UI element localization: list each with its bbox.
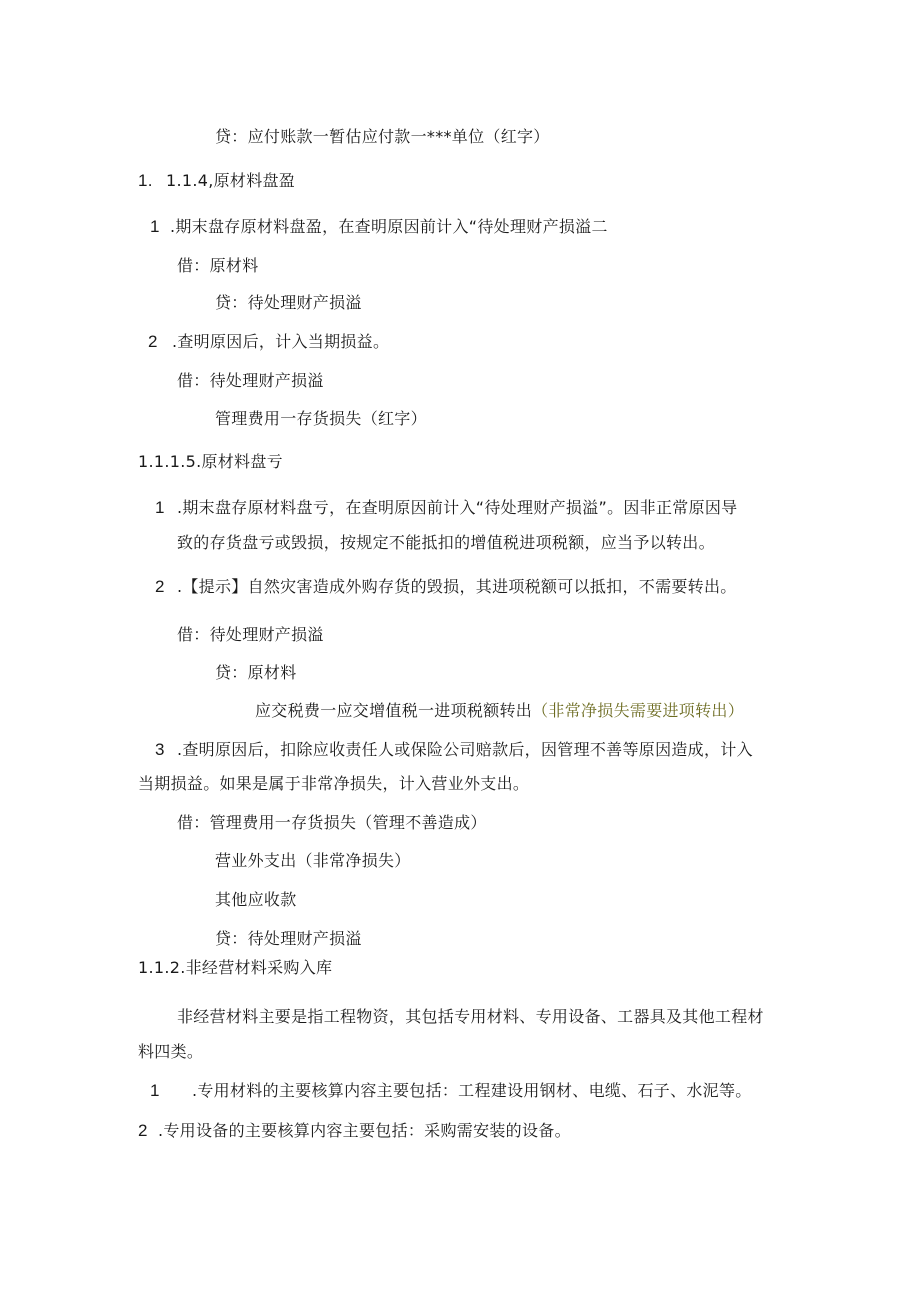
entry-non-operating-expense: 营业外支出（非常净损失） <box>215 851 411 870</box>
entry-debit-admin-expense: 借：管理费用一存货损失（管理不善造成） <box>177 813 487 832</box>
paragraph-engineering-materials-continued: 料四类。 <box>138 1042 204 1061</box>
item-1-surplus: 1 .期末盘存原材料盘盈，在查明原因前计入“待处理财产损溢二 <box>150 217 608 236</box>
note-abnormal-loss: （非常净损失需要进项转出） <box>532 701 745 720</box>
entry-credit-raw-materials: 贷：原材料 <box>215 663 297 682</box>
entry-credit-pending-loss-2: 贷：待处理财产损溢 <box>215 929 362 948</box>
entry-credit-accounts-payable: 贷：应付账款一暂估应付款一***单位（红字） <box>215 127 550 146</box>
item-1-shortage-continued: 致的存货盘亏或毁损，按规定不能抵扣的增值税进项税额，应当予以转出。 <box>177 533 715 552</box>
entry-debit-pending-loss-2: 借：待处理财产损溢 <box>177 625 324 644</box>
entry-debit-raw-materials: 借：原材料 <box>177 256 259 275</box>
item-2-special-equipment: 2 .专用设备的主要核算内容主要包括：采购需安装的设备。 <box>138 1121 571 1140</box>
item-1-shortage: 1 .期末盘存原材料盘亏，在查明原因前计入“待处理财产损溢”。因非正常原因导 <box>155 498 738 517</box>
heading-raw-material-surplus: 1. 1.1.4,原材料盘盈 <box>138 171 296 190</box>
item-2-shortage-tip: 2 .【提示】自然灾害造成外购存货的毁损，其进项税额可以抵扣，不需要转出。 <box>155 577 737 596</box>
heading-raw-material-shortage: 1.1.1.5.原材料盘亏 <box>138 452 283 471</box>
entry-vat-transfer-out: 应交税费一应交增值税一进项税额转出（非常净损失需要进项转出） <box>255 701 745 720</box>
item-3-shortage-continued: 当期损益。如果是属于非常净损失，计入营业外支出。 <box>138 774 530 793</box>
item-1-special-materials: 1 .专用材料的主要核算内容主要包括：工程建设用钢材、电缆、石子、水泥等。 <box>150 1081 752 1100</box>
entry-debit-pending-loss: 借：待处理财产损溢 <box>177 371 324 390</box>
entry-other-receivables: 其他应收款 <box>215 890 297 909</box>
paragraph-engineering-materials: 非经营材料主要是指工程物资，其包括专用材料、专用设备、工器具及其他工程材 <box>177 1007 764 1026</box>
entry-credit-pending-loss: 贷：待处理财产损溢 <box>215 293 362 312</box>
heading-non-operating-materials: 1.1.2.非经营材料采购入库 <box>138 958 333 977</box>
item-2-surplus: 2 .查明原因后，计入当期损益。 <box>148 332 390 351</box>
entry-admin-expense-red: 管理费用一存货损失（红字） <box>215 409 427 428</box>
item-3-shortage: 3 .查明原因后，扣除应收责任人或保险公司赔款后，因管理不善等原因造成，计入 <box>155 740 753 759</box>
